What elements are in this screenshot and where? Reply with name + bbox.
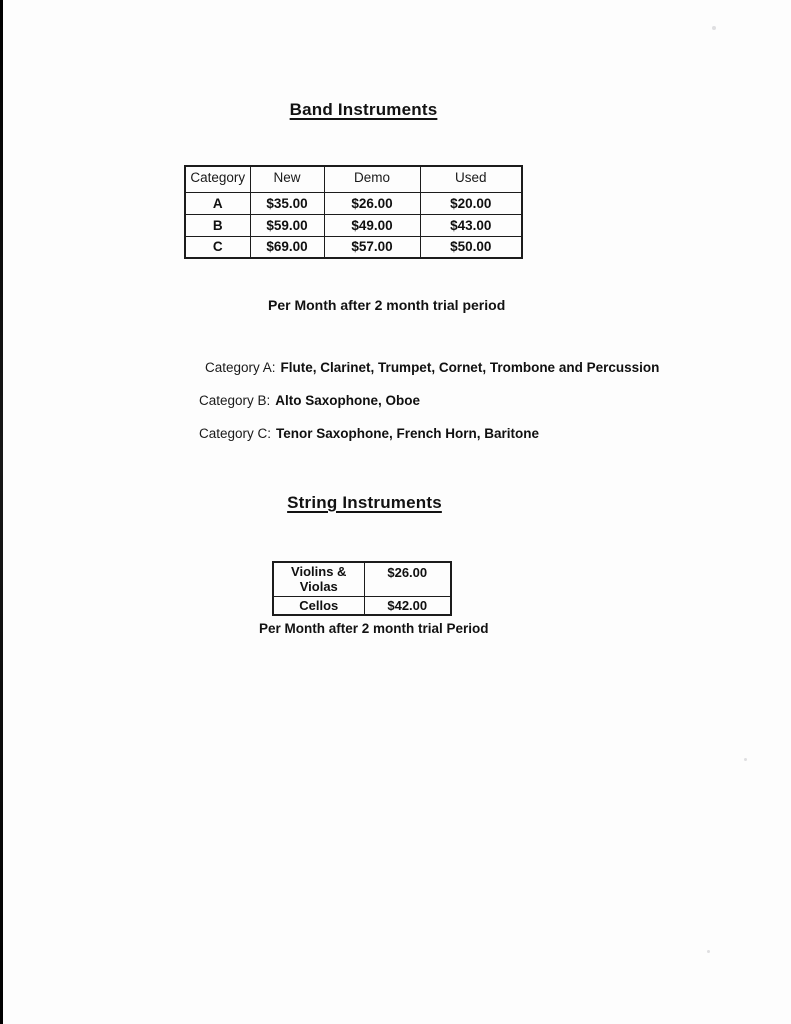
band-cell-demo: $49.00 bbox=[324, 214, 420, 236]
band-cell-used: $50.00 bbox=[420, 236, 522, 258]
category-a-items: Flute, Clarinet, Trumpet, Cornet, Trombone and Percussion bbox=[280, 360, 660, 375]
band-cell-category: C bbox=[185, 236, 250, 258]
table-row bbox=[273, 562, 451, 596]
band-cell-category: A bbox=[185, 192, 250, 214]
string-cell-price: $42.00 bbox=[364, 596, 451, 615]
band-header-category: Category bbox=[185, 166, 250, 192]
string-table-caption: Per Month after 2 month trial Period bbox=[259, 621, 489, 636]
band-cell-category: B bbox=[185, 214, 250, 236]
band-header-used: Used bbox=[420, 166, 522, 192]
scan-speck bbox=[744, 758, 747, 761]
band-header-new: New bbox=[250, 166, 324, 192]
band-instruments-title: Band Instruments bbox=[289, 100, 438, 119]
band-cell-used: $43.00 bbox=[420, 214, 522, 236]
category-b-label: Category B: bbox=[199, 393, 271, 408]
band-header-demo: Demo bbox=[324, 166, 420, 192]
string-instruments-title: String Instruments bbox=[287, 493, 442, 512]
table-row bbox=[185, 192, 522, 214]
band-cell-demo: $26.00 bbox=[324, 192, 420, 214]
table-row bbox=[273, 596, 451, 615]
category-a-line bbox=[205, 360, 659, 375]
table-row bbox=[185, 214, 522, 236]
scan-speck bbox=[712, 26, 716, 30]
category-b-line bbox=[199, 393, 420, 408]
category-c-line bbox=[199, 426, 539, 441]
band-cell-used: $20.00 bbox=[420, 192, 522, 214]
category-c-label: Category C: bbox=[199, 426, 272, 441]
band-price-table bbox=[184, 165, 523, 259]
category-c-items: Tenor Saxophone, French Horn, Baritone bbox=[276, 426, 540, 441]
category-b-items: Alto Saxophone, Oboe bbox=[275, 393, 421, 408]
band-cell-new: $59.00 bbox=[250, 214, 324, 236]
scan-speck bbox=[707, 950, 710, 953]
band-table-caption: Per Month after 2 month trial period bbox=[268, 297, 506, 313]
band-table-header-row bbox=[185, 166, 522, 192]
table-row bbox=[185, 236, 522, 258]
string-cell-name: Violins & Violas bbox=[273, 562, 364, 596]
band-cell-new: $69.00 bbox=[250, 236, 324, 258]
band-cell-new: $35.00 bbox=[250, 192, 324, 214]
string-cell-name: Cellos bbox=[273, 596, 364, 615]
string-price-table bbox=[272, 561, 452, 616]
category-a-label: Category A: bbox=[205, 360, 276, 375]
string-cell-price: $26.00 bbox=[364, 562, 451, 596]
band-cell-demo: $57.00 bbox=[324, 236, 420, 258]
